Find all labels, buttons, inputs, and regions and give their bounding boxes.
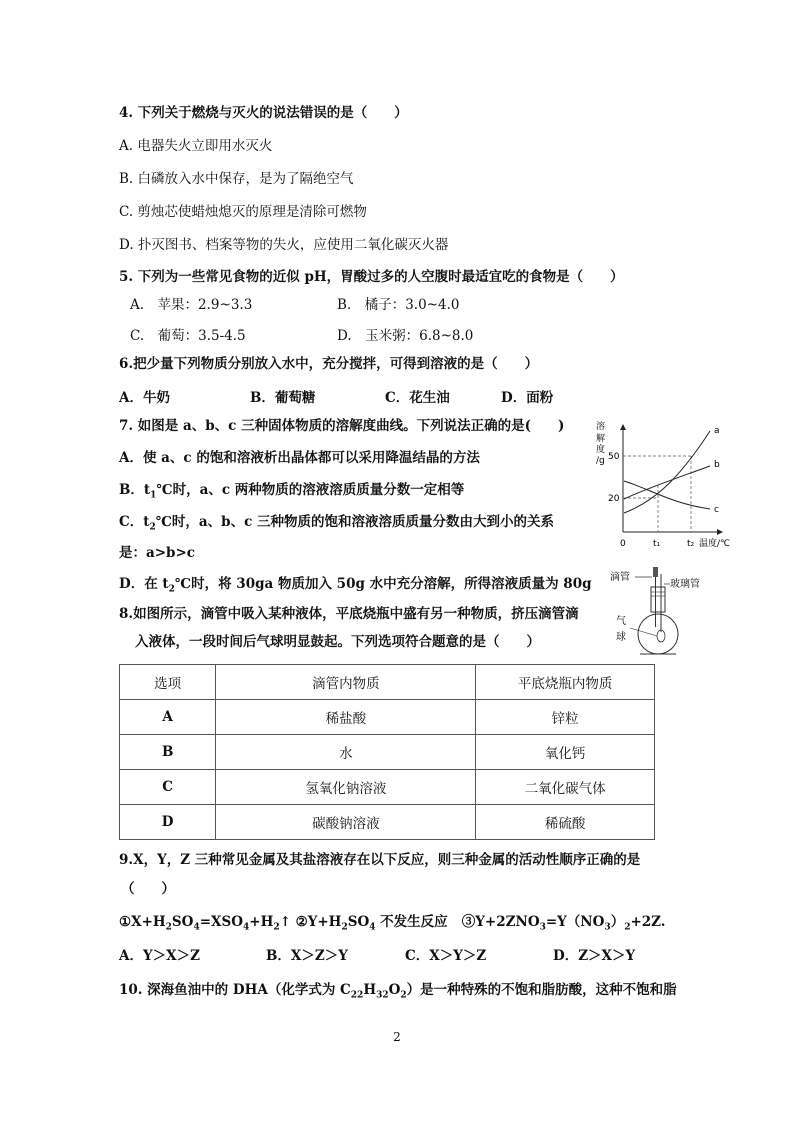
x-origin: 0 [620,539,626,549]
q8-stem-line-1: 8.如图所示，滴管中吸入某种液体，平底烧瓶中盛有另一种物质，挤压滴管滴 [119,606,579,622]
q4-option-d: D. 扑灭图书、档案等物的失火，应使用二氧化碳灭火器 [119,237,449,253]
q7-option-c-cont: 是：a>b>c [119,545,196,561]
q7-c-text-1: C．t [119,514,150,530]
q6-option-d: D．面粉 [501,390,554,406]
q9-r2-1: ②Y+H [295,914,342,930]
q5-stem: 5. 下列为一些常见食物的近似 pH，胃酸过多的人空腹时最适宜吃的食物是（ ） [119,269,624,285]
balloon-pointer [630,628,657,636]
curve-c-label: c [714,505,719,515]
table-row [120,770,655,805]
q9-r3-s1: 3 [539,922,546,933]
q7-b-text-2: ℃时，a、c 两种物质的溶液溶质质量分数一定相等 [156,482,465,498]
q8-table [119,664,655,840]
q8-stem-line-2: 入液体，一段时间后气球明显鼓起。下列选项符合题意的是（ ） [135,634,540,650]
q7-b-sub: 1 [150,490,157,501]
q6-option-b: B．葡萄糖 [250,390,316,406]
dropper-bulb [653,567,658,577]
header-flask: 平底烧瓶内物质 [476,665,655,700]
q9-r1-s2: 4 [193,922,200,933]
table-cell: D [120,805,216,840]
x-tick-t1: t₁ [653,539,661,549]
q5-option-b: B. 橘子：3.0~4.0 [337,297,460,313]
q7-option-a: A．使 a、c 的饱和溶液析出晶体都可以采用降温结晶的方法 [119,450,480,466]
q4-option-a: A. 电器失火立即用水灭火 [119,138,273,154]
table-cell: A [120,700,216,735]
q9-r1-5: ↑ [279,914,296,930]
q7-c-text-2: ℃时，a、b、c 三种物质的饱和溶液溶质质量分数由大到小的关系 [155,514,555,530]
table-cell: 氧化钙 [476,735,655,770]
q5-option-c: C. 葡萄：3.5-4.5 [130,328,246,344]
q9-r1-s4: 2 [273,922,280,933]
q5-option-d: D. 玉米粥：6.8~8.0 [337,328,474,344]
q9-r2-3: 不发生反应 [375,914,448,930]
y-label-1: 溶 [596,422,606,432]
table-cell: 氢氧化钠溶液 [216,770,476,805]
q7-d-text-1: D．在 t [119,576,169,592]
q6-option-a: A．牛奶 [119,390,170,406]
q9-r3-3: ） [610,914,625,930]
q9-paren: （ ） [121,881,175,897]
curve-b-label: b [714,460,720,470]
q9-reactions [119,913,665,937]
table-cell: 二氧化碳气体 [476,770,655,805]
q9-r3-1: ③Y+2ZNO [461,914,540,930]
q9-r1-s3: 4 [243,922,250,933]
q9-option-c: C．X＞Y＞Z [405,948,487,964]
flask-body [638,614,678,654]
table-cell: 锌粒 [476,700,655,735]
q10-text-1: 10. 深海鱼油中的 DHA（化学式为 C [119,982,351,998]
q6-stem: 6.把少量下列物质分别放入水中，充分搅拌，可得到溶液的是（ ） [119,356,539,372]
q9-r3-s2: 3 [604,922,611,933]
q9-r3-2: =Y（NO [545,914,605,930]
header-dropper: 滴管内物质 [216,665,476,700]
balloon-label-2: 球 [616,632,626,643]
q7-b-text-1: B．t [119,482,151,498]
apparatus-diagram [600,562,710,658]
q10-sub-3: 2 [400,990,407,1001]
q9-r2-2: SO [347,914,370,930]
table-row [120,805,655,840]
x-label: 温度/℃ [699,539,731,549]
solubility-graph [590,415,740,555]
page-number: 2 [393,1030,401,1044]
y-label-3: 度 [596,445,606,455]
x-tick-t2: t₂ [687,539,695,549]
q4-option-b: B. 白磷放入水中保存，是为了隔绝空气 [119,171,354,187]
y-tick-50: 50 [608,452,620,462]
table-cell: 碳酸钠溶液 [216,805,476,840]
q9-r3-s3: 2 [624,922,631,933]
q10-text-4: ）是一种特殊的不饱和脂肪酸，这种不饱和脂 [406,982,677,998]
q9-option-a: A．Y＞X＞Z [119,948,200,964]
y-label-4: /g [596,456,605,466]
table-row [120,700,655,735]
q6-option-c: C．花生油 [385,390,450,406]
table-row [120,735,655,770]
glass-tube-label: 玻璃管 [670,579,700,590]
q7-option-d [119,575,592,599]
q5-option-a: A. 苹果：2.9~3.3 [130,297,253,313]
header-option: 选项 [120,665,216,700]
q10-sub-2: 32 [376,990,389,1001]
q7-option-c [119,513,554,537]
table-cell: B [120,735,216,770]
q7-c-sub: 2 [149,522,156,533]
q9-r3-4: +2Z. [630,914,666,930]
flask-neck [651,587,665,612]
q7-d-text-2: ℃时，将 30ga 物质加入 50g 水中充分溶解，所得溶液质量为 80g [174,576,592,592]
q10-text-2: H [363,982,377,998]
dropper-label: 滴管 [610,572,630,583]
q9-option-b: B．X＞Z＞Y [266,948,348,964]
curve-a [624,431,710,513]
q9-r1-2: SO [171,914,194,930]
table-cell: 稀硫酸 [476,805,655,840]
table-cell: 水 [216,735,476,770]
table-cell: 稀盐酸 [216,700,476,735]
q9-r1-4: +H [249,914,274,930]
q7-option-b [119,481,464,505]
table-header-row [120,665,655,700]
y-label-2: 解 [596,434,606,444]
q9-r1-1: ①X+H [119,914,166,930]
q9-option-d: D．Z＞X＞Y [553,948,636,964]
q4-option-c: C. 剪烛芯使蜡烛熄灭的原理是清除可燃物 [119,204,367,220]
q10-stem [119,981,677,1005]
q10-sub-1: 22 [350,990,364,1001]
q9-stem: 9.X，Y，Z 三种常见金属及其盐溶液存在以下反应，则三种金属的活动性顺序正确的是 [119,852,641,868]
curve-b [624,466,710,499]
q4-stem: 4. 下列关于燃烧与灭火的说法错误的是（ ） [119,105,408,121]
curve-a-label: a [714,426,720,436]
q9-r2-s1: 2 [341,922,348,933]
q7-stem: 7. 如图是 a、b、c 三种固体物质的溶解度曲线。下列说法正确的是( ) [119,418,565,434]
q9-r1-s1: 2 [165,922,172,933]
balloon-label-1: 气 [616,616,626,627]
q9-r2-s2: 4 [369,922,376,933]
table-cell: C [120,770,216,805]
q10-text-3: O [388,982,401,998]
y-tick-20: 20 [608,494,620,504]
q9-r1-3: =XSO [199,914,243,930]
q7-d-sub: 2 [168,584,175,595]
